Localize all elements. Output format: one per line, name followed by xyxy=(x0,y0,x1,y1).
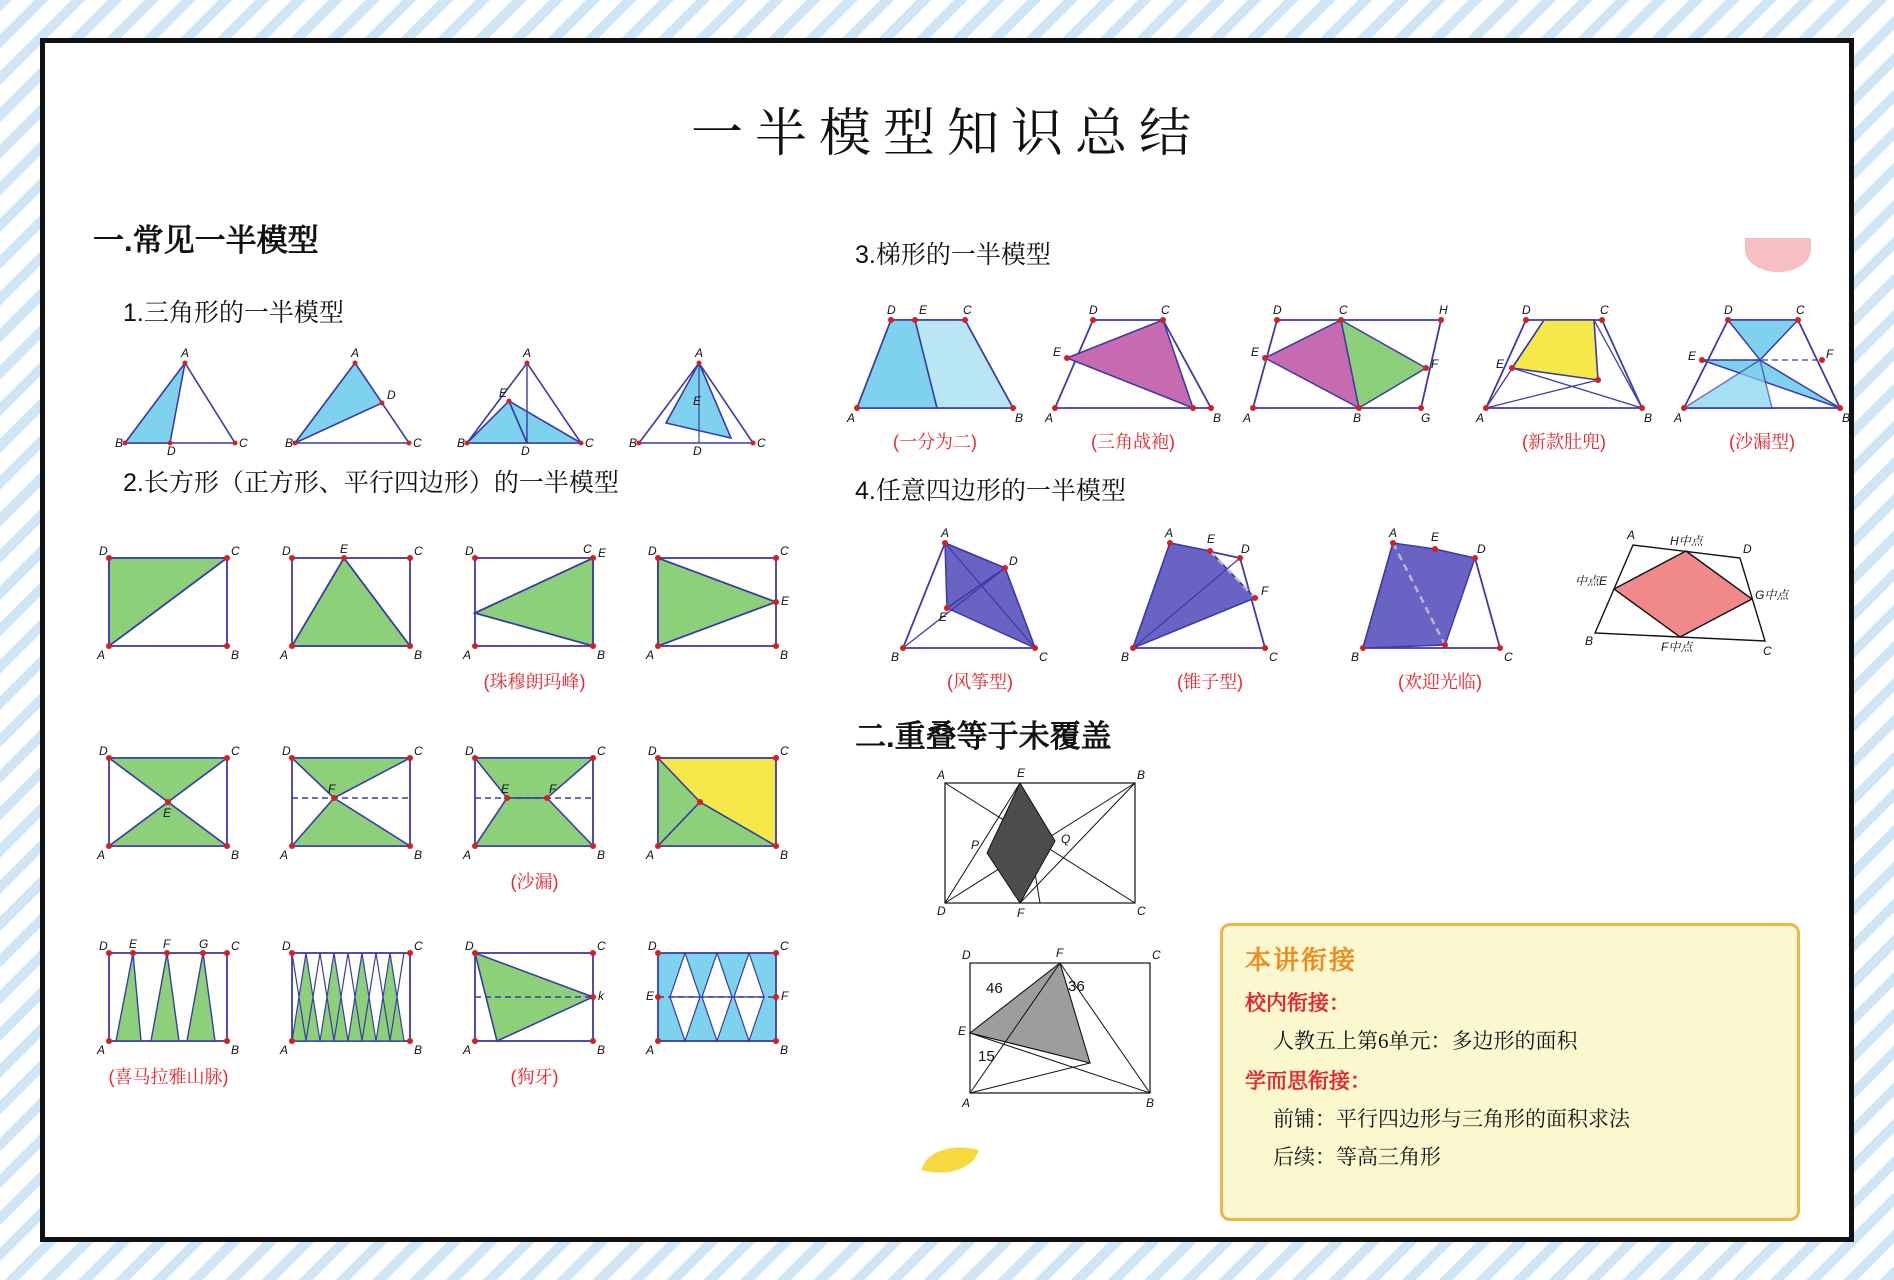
vertex-label: D xyxy=(648,939,657,953)
vertex-label: B xyxy=(597,648,606,662)
vertex-label: C xyxy=(1504,650,1513,664)
vertex-label: A xyxy=(1045,411,1054,425)
vertex-label: C xyxy=(1137,904,1146,918)
vertex-label: A xyxy=(280,648,289,662)
vertex-label: C xyxy=(780,939,789,953)
caption-dogtooth: (狗牙) xyxy=(510,1067,559,1087)
vertex-label: B xyxy=(891,650,900,664)
vertex-label: B xyxy=(231,848,240,862)
vertex-label: A xyxy=(97,848,106,862)
vertex-label: D xyxy=(962,948,971,962)
vertex-label: E xyxy=(646,989,655,1003)
vertex-label: B xyxy=(457,436,466,450)
vertex-label: C xyxy=(780,744,789,758)
vertex-label: E xyxy=(598,546,607,560)
vertex-label: A xyxy=(646,1043,655,1057)
vertex-label: A xyxy=(280,848,289,862)
rect-figure-12 xyxy=(640,938,795,1089)
vertex-label: B xyxy=(414,848,423,862)
vertex-label: C xyxy=(414,744,423,758)
vertex-label: D xyxy=(465,744,474,758)
caption-himalaya: (喜马拉雅山脉) xyxy=(108,1067,229,1087)
midpoint-label: F中点 xyxy=(1661,640,1693,654)
section-1-heading: 一.常见一半模型 xyxy=(93,223,319,258)
overlap-figure-1 xyxy=(925,763,1155,923)
rect-figure-3-everest xyxy=(457,543,612,694)
vertex-label: B xyxy=(1351,650,1360,664)
vertex-label: D xyxy=(282,544,291,558)
vertex-label: D xyxy=(387,388,396,402)
vertex-label: D xyxy=(1522,303,1531,317)
rect-figure-5 xyxy=(91,743,246,894)
vertex-label: C xyxy=(231,744,240,758)
trap-figure-armor xyxy=(1043,298,1223,454)
vertex-label: C xyxy=(231,939,240,953)
vertex-label: B xyxy=(1213,411,1222,425)
vertex-label: D xyxy=(1241,542,1250,556)
quad-figure-welcome xyxy=(1345,523,1535,694)
vertex-label: A xyxy=(97,648,106,662)
vertex-label: F xyxy=(163,937,171,951)
trap-figure-double xyxy=(1241,298,1456,454)
section-1-sub-2: 2.长方形（正方形、平行四边形）的一半模型 xyxy=(123,469,619,497)
vertex-label: D xyxy=(1273,303,1282,317)
vertex-label: E xyxy=(781,594,790,608)
vertex-label: A xyxy=(646,648,655,662)
section-2-heading: 二.重叠等于未覆盖 xyxy=(855,719,1112,754)
midpoint-label: H中点 xyxy=(1670,534,1703,548)
vertex-label: E xyxy=(1688,349,1697,363)
vertex-label: A xyxy=(463,1043,472,1057)
rect-figure-6 xyxy=(274,743,429,894)
vertex-label: C xyxy=(1152,948,1161,962)
vertex-label: F xyxy=(1261,584,1269,598)
rect-figure-9-himalaya xyxy=(91,938,246,1089)
triangle-figure-1 xyxy=(105,343,255,458)
vertex-label: B xyxy=(780,648,789,662)
section-1-sub-3: 3.梯形的一半模型 xyxy=(855,241,1051,269)
vertex-label: D xyxy=(282,744,291,758)
vertex-label: E xyxy=(1053,345,1062,359)
vertex-label: B xyxy=(414,648,423,662)
vertex-label: B xyxy=(780,848,789,862)
callout-text-1: 人教五上第6单元：多边形的面积 xyxy=(1273,1029,1578,1053)
vertex-label: C xyxy=(413,436,422,450)
vertex-label: D xyxy=(465,544,474,558)
vertex-label: B xyxy=(115,436,124,450)
rectangle-figures-row-2 xyxy=(91,743,795,894)
vertex-label: A xyxy=(1476,411,1485,425)
vertex-label: C xyxy=(963,303,972,317)
vertex-label: D xyxy=(648,744,657,758)
vertex-label: D xyxy=(282,939,291,953)
vertex-label: E xyxy=(129,937,138,951)
rect-figure-7-hourglass xyxy=(457,743,612,894)
vertex-label: C xyxy=(1339,303,1348,317)
caption-quad-welcome: (欢迎光临) xyxy=(1398,672,1482,692)
vertex-label: D xyxy=(465,939,474,953)
quad-figure-varignon xyxy=(1575,523,1790,694)
poster-page xyxy=(40,38,1854,1242)
vertex-label: Q xyxy=(1061,832,1071,846)
callout-text-2: 前铺：平行四边形与三角形的面积求法 xyxy=(1273,1107,1630,1131)
vertex-label: C xyxy=(585,436,594,450)
vertex-label: F xyxy=(1431,357,1439,371)
trap-figure-belly xyxy=(1474,298,1654,454)
vertex-label: B xyxy=(1644,411,1653,425)
triangle-figure-3 xyxy=(449,343,599,458)
vertex-label: D xyxy=(521,444,530,458)
rect-figure-1 xyxy=(91,543,246,694)
vertex-label: B xyxy=(1015,411,1024,425)
vertex-label: B xyxy=(1585,634,1594,648)
midpoint-label: G中点 xyxy=(1755,588,1789,602)
vertex-label: k xyxy=(598,989,604,1003)
vertex-label: D xyxy=(648,544,657,558)
vertex-label: E xyxy=(939,610,948,624)
vertex-label: E xyxy=(919,303,928,317)
vertex-label: A xyxy=(1627,528,1636,542)
vertex-label: E xyxy=(1017,766,1026,780)
vertex-label: C xyxy=(1161,303,1170,317)
vertex-label: C xyxy=(1269,650,1278,664)
caption-trap-belly: (新款肚兜) xyxy=(1522,432,1606,452)
pink-decoration-blob xyxy=(1745,238,1811,272)
vertex-label: B xyxy=(1121,650,1130,664)
vertex-label: C xyxy=(780,544,789,558)
yellow-decoration-blob xyxy=(921,1137,978,1183)
vertex-label: E xyxy=(693,394,702,408)
quadrilateral-figures-row xyxy=(885,523,1790,694)
vertex-label: A xyxy=(1389,526,1398,540)
area-value-46: 46 xyxy=(986,980,1003,997)
vertex-label: A xyxy=(1243,411,1252,425)
vertex-label: C xyxy=(414,544,423,558)
vertex-label: B xyxy=(1353,411,1362,425)
area-value-15: 15 xyxy=(978,1048,995,1065)
quad-figure-cone xyxy=(1115,523,1305,694)
vertex-label: A xyxy=(962,1096,971,1110)
callout-text-3: 后续：等高三角形 xyxy=(1273,1145,1441,1169)
vertex-label: A xyxy=(463,848,472,862)
vertex-label: D xyxy=(937,904,946,918)
vertex-label: A xyxy=(180,346,190,360)
vertex-label: B xyxy=(597,848,606,862)
vertex-label: F xyxy=(328,782,336,796)
vertex-label: C xyxy=(414,939,423,953)
vertex-label: B xyxy=(597,1043,606,1057)
vertex-label: D xyxy=(1477,542,1486,556)
vertex-label: E xyxy=(1496,357,1505,371)
rect-figure-10 xyxy=(274,938,429,1089)
quad-figure-kite xyxy=(885,523,1075,694)
section-1-sub-4: 4.任意四边形的一半模型 xyxy=(855,477,1126,505)
vertex-label: D xyxy=(1009,554,1018,568)
caption-hourglass: (沙漏) xyxy=(510,872,559,892)
caption-trap-split: (一分为二) xyxy=(893,432,977,452)
vertex-label: C xyxy=(597,939,606,953)
vertex-label: A xyxy=(1674,411,1683,425)
vertex-label: D xyxy=(1089,303,1098,317)
vertex-label: C xyxy=(1796,303,1805,317)
vertex-label: C xyxy=(583,542,592,556)
caption-trap-armor: (三角战袍) xyxy=(1091,432,1175,452)
vertex-label: C xyxy=(757,436,766,450)
callout-subtitle-1: 校内衔接： xyxy=(1245,991,1350,1015)
vertex-label: F xyxy=(1826,347,1834,361)
callout-subtitle-2: 学而思衔接： xyxy=(1245,1069,1371,1093)
vertex-label: C xyxy=(1039,650,1048,664)
vertex-label: A xyxy=(522,346,532,360)
caption-trap-hourglass: (沙漏型) xyxy=(1729,432,1795,452)
vertex-label: E xyxy=(501,782,510,796)
vertex-label: D xyxy=(167,444,176,458)
vertex-label: E xyxy=(1207,532,1216,546)
rectangle-figures-row-3 xyxy=(91,938,795,1089)
caption-quad-cone: (锥子型) xyxy=(1177,672,1243,692)
vertex-label: B xyxy=(780,1043,789,1057)
vertex-label: C xyxy=(597,744,606,758)
vertex-label: A xyxy=(97,1043,106,1057)
vertex-label: A xyxy=(1165,526,1174,540)
rect-figure-4 xyxy=(640,543,795,694)
rect-figure-8 xyxy=(640,743,795,894)
vertex-label: C xyxy=(1600,303,1609,317)
vertex-label: D xyxy=(1743,542,1752,556)
vertex-label: C xyxy=(231,544,240,558)
vertex-label: D xyxy=(887,303,896,317)
vertex-label: A xyxy=(646,848,655,862)
vertex-label: E xyxy=(499,386,508,400)
midpoint-label: 中点E xyxy=(1575,574,1608,588)
vertex-label: D xyxy=(99,939,108,953)
vertex-label: E xyxy=(1251,345,1260,359)
vertex-label: A xyxy=(463,648,472,662)
vertex-label: F xyxy=(549,782,557,796)
vertex-label: A xyxy=(694,346,704,360)
vertex-label: B xyxy=(1137,768,1146,782)
rectangle-figures-row-1 xyxy=(91,543,795,694)
vertex-label: E xyxy=(958,1024,967,1038)
vertex-label: A xyxy=(280,1043,289,1057)
vertex-label: G xyxy=(199,937,209,951)
triangle-figure-2 xyxy=(277,343,427,453)
vertex-label: F xyxy=(1017,906,1025,920)
vertex-label: A xyxy=(937,768,946,782)
vertex-label: G xyxy=(1421,411,1431,425)
vertex-label: H xyxy=(1439,303,1448,317)
lesson-connection-callout xyxy=(1220,923,1800,1221)
vertex-label: B xyxy=(1842,411,1851,425)
vertex-label: D xyxy=(99,744,108,758)
trap-figure-hourglass xyxy=(1672,298,1852,454)
page-title: 一半模型知识总结 xyxy=(690,106,1203,163)
caption-everest: (珠穆朗玛峰) xyxy=(483,672,586,692)
caption-quad-kite: (风筝型) xyxy=(947,672,1013,692)
vertex-label: D xyxy=(1724,303,1733,317)
triangle-figure-4 xyxy=(621,343,771,458)
vertex-label: B xyxy=(414,1043,423,1057)
vertex-label: C xyxy=(1763,644,1772,658)
vertex-label: B xyxy=(629,436,638,450)
vertex-label: B xyxy=(231,1043,240,1057)
vertex-label: F xyxy=(1056,946,1064,960)
vertex-label: A xyxy=(350,346,360,360)
vertex-label: B xyxy=(1146,1096,1155,1110)
rect-figure-11 xyxy=(457,938,612,1089)
trap-figure-split xyxy=(845,298,1025,454)
vertex-label: E xyxy=(163,806,172,820)
vertex-label: D xyxy=(693,444,702,458)
vertex-label: B xyxy=(231,648,240,662)
triangle-figures-row xyxy=(105,343,771,458)
vertex-label: F xyxy=(781,989,789,1003)
vertex-label: A xyxy=(941,526,950,540)
area-value-36: 36 xyxy=(1068,978,1085,995)
trapezoid-figures-row xyxy=(845,298,1852,454)
vertex-label: E xyxy=(1431,530,1440,544)
vertex-label: E xyxy=(340,542,349,556)
rect-figure-2 xyxy=(274,543,429,694)
callout-title: 本讲衔接 xyxy=(1245,946,1358,975)
vertex-label: D xyxy=(99,544,108,558)
section-1-sub-1: 1.三角形的一半模型 xyxy=(123,299,344,327)
vertex-label: C xyxy=(239,436,248,450)
vertex-label: B xyxy=(285,436,294,450)
overlap-figure-2 xyxy=(940,943,1170,1123)
vertex-label: A xyxy=(847,411,856,425)
vertex-label: P xyxy=(971,838,980,852)
